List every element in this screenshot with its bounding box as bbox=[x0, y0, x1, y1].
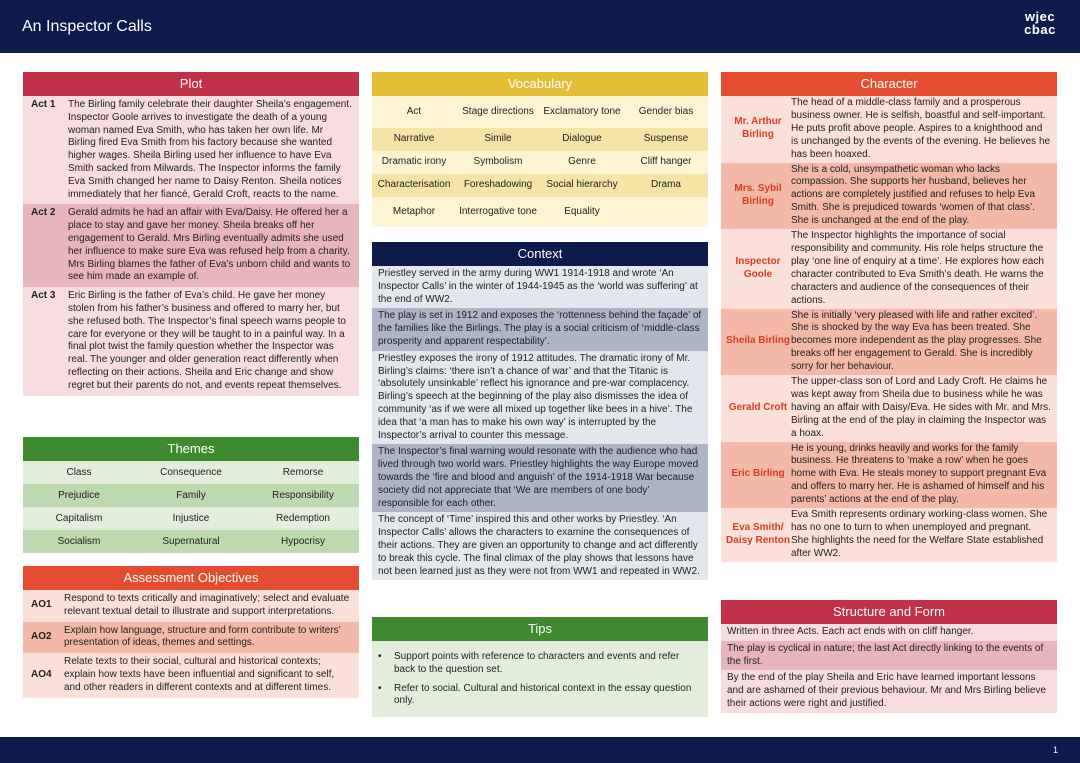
themes-row bbox=[23, 530, 359, 553]
vocab-cell: Dialogue bbox=[562, 133, 602, 145]
vocab-cell: Exclamatory tone bbox=[543, 105, 621, 117]
context-heading: Context bbox=[372, 242, 708, 266]
character-text: The Inspector highlights the importance of social responsibility and community. His role helps structure the play ‘one line of enquiry at a time’. He explores how each character contributed to Eva Smith’s death. He warns the characters and audience of the consequences of their actions. bbox=[791, 230, 1044, 306]
vocab-row bbox=[372, 174, 708, 197]
character-text: The head of a middle-class family and a prosperous business owner. He is selfish, boastful and self-important. He puts profit above people. Aspires to a knighthood and is unchanged by the events of the evening. He believes he has been hoaxed. bbox=[791, 97, 1051, 160]
header-bar bbox=[0, 0, 1080, 53]
character-name: Mrs. Sybil Birling bbox=[734, 182, 782, 207]
vocab-row bbox=[372, 96, 708, 128]
structure-item: Written in three Acts. Each act ends with on cliff hanger. bbox=[721, 624, 1057, 641]
vocab-cell: Interrogative tone bbox=[459, 205, 537, 217]
vocab-row bbox=[372, 128, 708, 151]
vocab-cell: Dramatic irony bbox=[381, 156, 447, 168]
context-panel bbox=[372, 242, 708, 580]
theme-cell: Remorse bbox=[282, 467, 324, 478]
themes-heading: Themes bbox=[23, 437, 359, 461]
character-row bbox=[721, 442, 1057, 509]
character-heading: Character bbox=[721, 72, 1057, 96]
theme-cell: Socialism bbox=[57, 536, 101, 547]
ao-label: AO1 bbox=[31, 599, 52, 611]
plot-heading: Plot bbox=[23, 72, 359, 96]
ao-heading: Assessment Objectives bbox=[23, 566, 359, 590]
plot-act-row bbox=[23, 96, 359, 204]
theme-cell: Class bbox=[66, 467, 92, 478]
theme-cell: Consequence bbox=[160, 467, 222, 478]
character-text: The upper-class son of Lord and Lady Croft. He claims he was kept away from Sheila due to business while he was having an affair with Daisy/Eva. He sides with Mr. and Mrs. Birling at the end of the play in claiming the Inspector was a hoax. bbox=[791, 376, 1051, 439]
context-item: The Inspector’s final warning would resonate with the audience who had lived through two world wars. Priestley highlights the way Europe moved towards the ‘fire and blood and anguish’ of the 1914-1918 War because society did not appreciate that ‘We are members of one body’ responsible for each other. bbox=[372, 444, 708, 512]
character-name: Eva Smith/ Daisy Renton bbox=[726, 522, 790, 546]
ao-label: AO2 bbox=[31, 630, 52, 642]
ao-row bbox=[23, 590, 359, 622]
vocab-row bbox=[372, 151, 708, 174]
vocab-cell: Gender bias bbox=[638, 105, 694, 117]
vocab-panel bbox=[372, 72, 708, 227]
theme-cell: Redemption bbox=[276, 513, 330, 524]
act-text: Eric Birling is the father of Eva’s child. He gave her money stolen from his father’s business and offered to marry her, but she refused both. The Inspector’s final speech warns people to care for everyone or they will be taught to in a painful way. In a final plot twist the family question whether the Inspector was real. The younger and older generation react differently when reflecting on their actions. Sheila and Eric change and show regret but their parents do not, and events repeat themselves. bbox=[68, 290, 346, 391]
character-text: She is a cold, unsympathetic woman who lacks compassion. She supports her husband, believes her actions are completely justified and refuses to help Eva Smith. She is prejudiced towards ‘women of that class’. She is unchanged at the end of the play. bbox=[791, 163, 1036, 227]
character-name: Inspector Goole bbox=[735, 255, 781, 280]
themes-panel bbox=[23, 437, 359, 553]
vocab-cell: Narrative bbox=[393, 133, 435, 145]
theme-cell: Supernatural bbox=[162, 536, 220, 547]
vocab-cell: Suspense bbox=[643, 133, 689, 145]
ao-panel bbox=[23, 566, 359, 698]
plot-panel bbox=[23, 72, 359, 396]
character-row bbox=[721, 309, 1057, 376]
logo-bottom: cbac bbox=[1024, 22, 1056, 37]
page-number: 1 bbox=[1052, 745, 1058, 755]
character-text: Eva Smith represents ordinary working-class women. She has no one to turn to when unemployed and pregnant. She highlights the need for the Welfare State established after WW2. bbox=[791, 509, 1048, 559]
ao-text: Explain how language, structure and form contribute to writers’ presentation of ideas, themes and settings. bbox=[64, 624, 341, 649]
character-name: Sheila Birling bbox=[726, 335, 790, 347]
wjec-logo bbox=[1022, 10, 1058, 36]
structure-item: By the end of the play Sheila and Eric have learned important lessons and are ashamed of their previous behaviour. Mr and Mrs Birling believe their actions were right and justified. bbox=[721, 670, 1057, 712]
tip-item bbox=[378, 683, 698, 709]
vocab-cell: Symbolism bbox=[473, 156, 523, 168]
ao-text: Relate texts to their social, cultural and historical contexts; explain how texts have been influential and significant to self, and other readers in different contexts and at different times. bbox=[64, 656, 335, 693]
vocab-cell: Genre bbox=[568, 156, 596, 168]
tips-heading: Tips bbox=[372, 617, 708, 641]
tips-body bbox=[372, 641, 708, 717]
character-row bbox=[721, 229, 1057, 308]
ao-text: Respond to texts critically and imaginatively; select and evaluate relevant textual detail to illustrate and support interpretations. bbox=[64, 593, 350, 617]
context-item: The concept of ‘Time’ inspired this and other works by Priestley. ‘An Inspector Calls’ allows the characters to examine the consequences of their actions. They are given an opportunity to change and act differently to break this cycle. The final climax of the play shows that lessons have not been learned just as they were not from WW1 and repeated in WW2. bbox=[372, 512, 708, 580]
theme-cell: Family bbox=[176, 490, 206, 501]
theme-cell: Capitalism bbox=[55, 513, 103, 524]
vocab-cell: Social hierarchy bbox=[546, 179, 618, 191]
character-name: Gerald Croft bbox=[728, 401, 788, 413]
context-item: Priestley exposes the irony of 1912 attitudes. The dramatic irony of Mr. Birling’s claims: ‘there isn’t a chance of war’ and that the Titanic is ‘absolutely unsinkable’ reflect his ignorance and pre-war complacency. Birling’s speech at the beginning of the play also dismisses the idea of community ‘as if we were all mixed up together like bees in a hive’. The idea that ‘a man has to make his own way’ is interrupted by the Inspector’s arrival to counter this message. bbox=[372, 351, 708, 445]
theme-cell: Injustice bbox=[172, 513, 210, 524]
character-row bbox=[721, 375, 1057, 442]
character-text: He is young, drinks heavily and works for the family business. He threatens to ‘make a row’ when he goes home with Eva. He steals money to support pregnant Eva and offers to marry her. He is ashamed of himself and his parents’ actions at the end of the play. bbox=[791, 442, 1047, 506]
structure-heading: Structure and Form bbox=[721, 600, 1057, 624]
vocab-cell: Act bbox=[406, 105, 422, 117]
plot-act-row bbox=[23, 287, 359, 395]
ao-row bbox=[23, 622, 359, 654]
context-item: The play is set in 1912 and exposes the ‘rottenness behind the façade’ of the families like the Birlings. The play is a social criticism of ‘middle-class prosperity and apparent respectability’. bbox=[372, 308, 708, 350]
structure-item: The play is cyclical in nature; the last Act directly linking to the events of the first. bbox=[721, 641, 1057, 671]
page-title: An Inspector Calls bbox=[22, 18, 152, 35]
character-row bbox=[721, 508, 1057, 562]
logo-top: wjec bbox=[1024, 9, 1056, 24]
vocab-cell: Metaphor bbox=[392, 205, 436, 217]
bullet-icon: • bbox=[378, 651, 382, 662]
character-row bbox=[721, 163, 1057, 230]
act-label: Act 1 bbox=[31, 99, 56, 110]
ao-row bbox=[23, 653, 359, 697]
act-text: The Birling family celebrate their daughter Sheila’s engagement. Inspector Goole arrives to investigate the death of a young woman named Eva Smith, who has taken her own life. Mr Birling fired Eva Smith from his factory because she wanted higher wages. Sheila Birling used her influence to have Eva Smith sacked from Milwards. The Inspector informs the family Eva Smith changed her name to Daisy Renton. Sheila notices immediately that her fiancé, Gerald Croft, reacts to the name. bbox=[68, 99, 352, 200]
vocab-row bbox=[372, 197, 708, 227]
footer-bar bbox=[0, 737, 1080, 763]
vocab-cell: Equality bbox=[564, 205, 600, 217]
character-text: She is initially ‘very pleased with life and rather excited’. She is shocked by the way Eva has been treated. She becomes more independent as the play progresses. She breaks off her engagement to Gerald. She is incredibly sorry for her behaviour. bbox=[791, 309, 1042, 373]
tip-text: Support points with reference to characters and events and refer back to the question set. bbox=[394, 651, 680, 675]
theme-cell: Responsibility bbox=[272, 490, 334, 501]
act-label: Act 2 bbox=[31, 207, 56, 219]
act-text: Gerald admits he had an affair with Eva/Daisy. He offered her a place to stay and gave her money. Sheila breaks off her engagement to Gerald. Mrs Birling eventually admits she used her influence to make sure Eva was refused help from a charity. Mrs Birling blames the father of Eva’s unborn child and wants to see him made an example of. bbox=[68, 207, 351, 283]
bullet-icon: • bbox=[378, 682, 382, 694]
vocab-cell: Characterisation bbox=[377, 179, 451, 191]
vocab-cell: Stage directions bbox=[462, 105, 534, 117]
plot-act-row bbox=[23, 204, 359, 287]
theme-cell: Hypocrisy bbox=[281, 536, 325, 547]
structure-panel bbox=[721, 600, 1057, 713]
ao-label: AO4 bbox=[31, 668, 52, 680]
character-name: Eric Birling bbox=[731, 468, 785, 480]
tip-item bbox=[378, 651, 698, 677]
act-label: Act 3 bbox=[31, 290, 56, 302]
vocab-heading: Vocabulary bbox=[372, 72, 708, 96]
vocab-cell: Foreshadowing bbox=[463, 179, 533, 191]
themes-row bbox=[23, 484, 359, 507]
character-row bbox=[721, 96, 1057, 163]
tips-panel bbox=[372, 617, 708, 717]
themes-row bbox=[23, 461, 359, 484]
themes-row bbox=[23, 507, 359, 530]
character-panel bbox=[721, 72, 1057, 562]
character-name: Mr. Arthur Birling bbox=[734, 116, 782, 141]
vocab-cell: Cliff hanger bbox=[640, 156, 692, 168]
theme-cell: Prejudice bbox=[58, 490, 100, 501]
vocab-cell: Simile bbox=[484, 133, 512, 145]
vocab-cell: Drama bbox=[650, 179, 681, 191]
tip-text: Refer to social. Cultural and historical context in the essay question only. bbox=[394, 682, 692, 707]
context-item: Priestley served in the army during WW1 1914-1918 and wrote ‘An Inspector Calls’ in the winter of 1944-1945 as the ‘world was suffering’ at the end of WW2. bbox=[372, 266, 708, 308]
